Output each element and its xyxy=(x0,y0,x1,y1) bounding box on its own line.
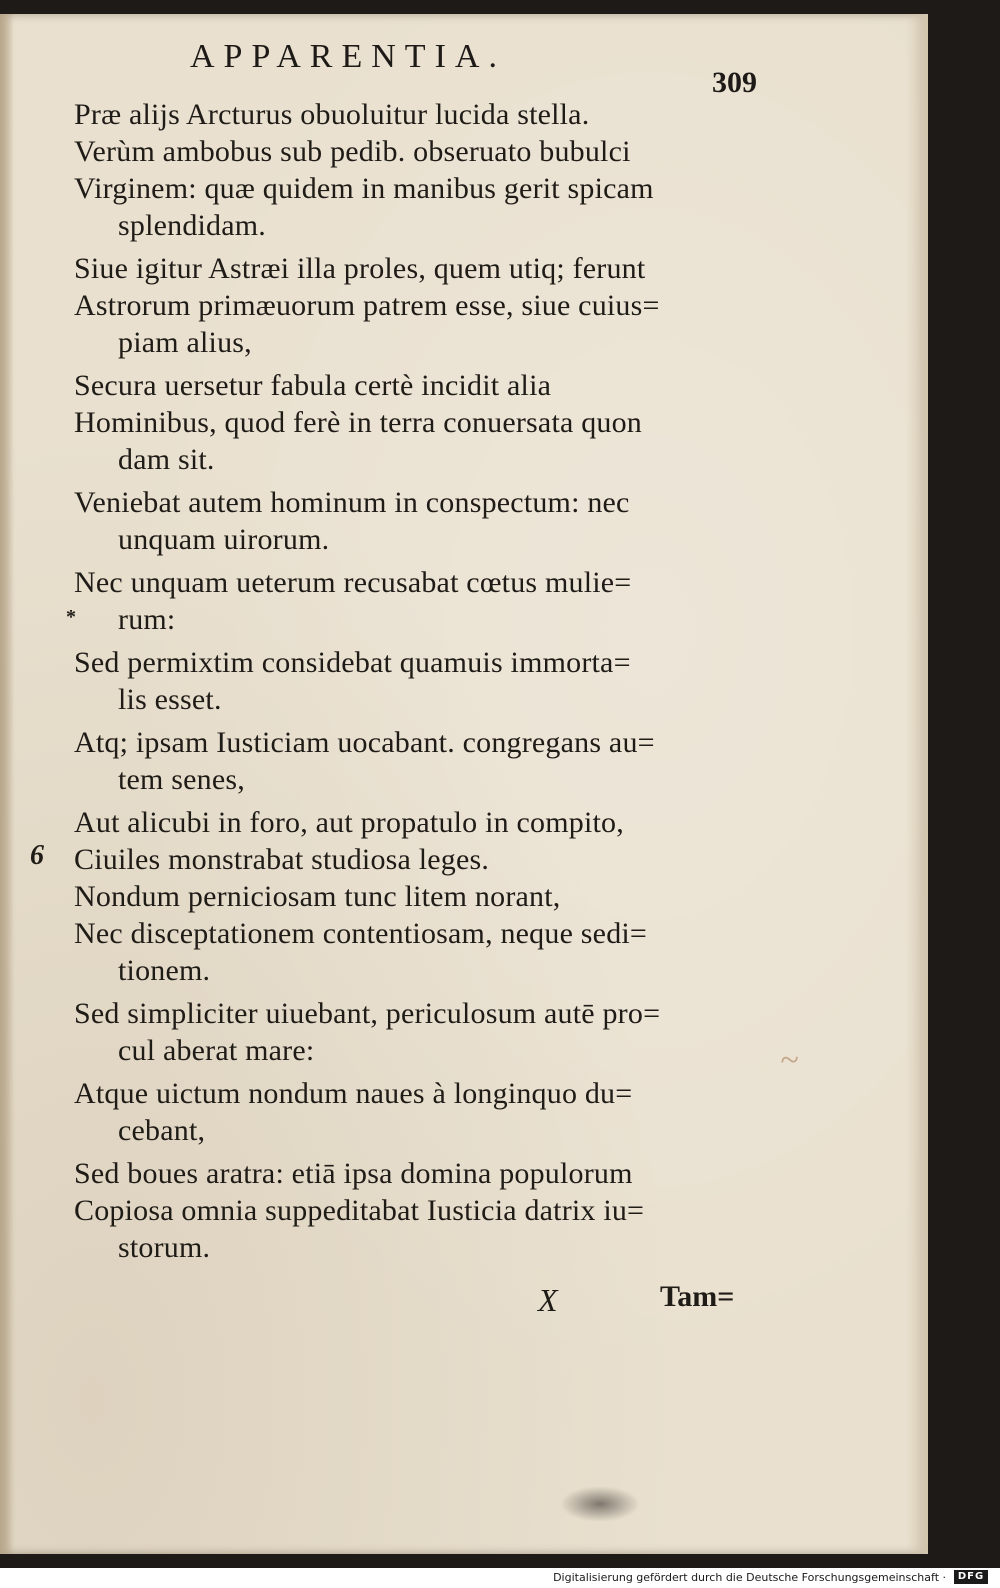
text-line: Ciuiles monstrabat studiosa leges. xyxy=(74,843,490,876)
margin-mark: * xyxy=(66,606,76,628)
text-line: Copiosa omnia suppeditabat Iusticia datrix iu= xyxy=(74,1194,645,1227)
text-line: Virginem: quæ quidem in manibus gerit spicam xyxy=(74,172,654,205)
text-line: Siue igitur Astræi illa proles, quem utiq; ferunt xyxy=(74,252,646,285)
text-line: Sed boues aratra: etiā ipsa domina populorum xyxy=(74,1157,633,1190)
text-line: Atq; ipsam Iusticiam uocabant. congregans au= xyxy=(74,726,655,759)
funding-credit: Digitalisierung gefördert durch die Deutsche Forschungsgemeinschaft · xyxy=(553,1571,946,1584)
catchword: Tam= xyxy=(660,1280,735,1313)
text-line: Sed permixtim considebat quamuis immorta= xyxy=(74,646,631,679)
text-line: Hominibus, quod ferè in terra conuersata quon xyxy=(74,406,642,439)
text-line: cul aberat mare: xyxy=(118,1034,315,1067)
page-gutter-shadow xyxy=(0,14,14,1554)
text-line: tem senes, xyxy=(118,763,245,796)
text-line: storum. xyxy=(118,1231,211,1264)
text-line: Præ alijs Arcturus obuoluitur lucida stella. xyxy=(74,98,590,131)
text-line: rum: xyxy=(118,603,176,636)
margin-note-number: 6 xyxy=(30,840,44,871)
text-line: Nec unquam ueterum recusabat cœtus mulie= xyxy=(74,566,632,599)
text-line: dam sit. xyxy=(118,443,215,476)
signature-mark: X xyxy=(538,1282,558,1318)
text-line: Veniebat autem hominum in conspectum: nec xyxy=(74,486,630,519)
text-line: Astrorum primæuorum patrem esse, siue cuius= xyxy=(74,289,660,322)
text-line: Nec disceptationem contentiosam, neque sedi= xyxy=(74,917,648,950)
page-number: 309 xyxy=(712,66,757,99)
page-edge xyxy=(906,14,928,1554)
text-line: Nondum perniciosam tunc litem norant, xyxy=(74,880,561,913)
text-line: piam alius, xyxy=(118,326,252,359)
text-line: Secura uersetur fabula certè incidit alia xyxy=(74,369,552,402)
text-line: Verùm ambobus sub pedib. obseruato bubulci xyxy=(74,135,631,168)
text-line: cebant, xyxy=(118,1114,206,1147)
text-line: Sed simpliciter uiuebant, periculosum autē pro= xyxy=(74,997,661,1030)
text-line: unquam uirorum. xyxy=(118,523,330,556)
text-line: Atque uictum nondum naues à longinquo du= xyxy=(74,1077,633,1110)
poem-text xyxy=(74,96,774,1266)
ink-smudge xyxy=(560,1486,640,1522)
text-line: splendidam. xyxy=(118,209,267,242)
ink-stain: ~ xyxy=(780,1042,801,1079)
running-head: APPARENTIA. xyxy=(190,38,506,75)
dfg-logo: DFG xyxy=(954,1570,988,1584)
text-line: Aut alicubi in foro, aut propatulo in compito, xyxy=(74,806,624,839)
text-line: tionem. xyxy=(118,954,211,987)
text-line: lis esset. xyxy=(118,683,222,716)
